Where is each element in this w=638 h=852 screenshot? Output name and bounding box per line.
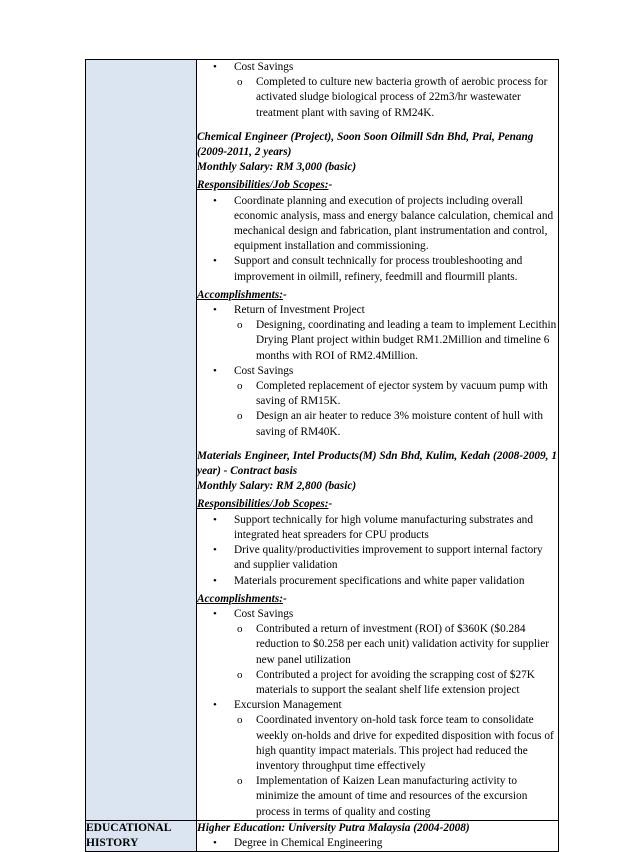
circle-bullet-icon: o: [237, 775, 243, 788]
sub-list: [234, 318, 558, 364]
job-salary: Monthly Salary: RM 3,000 (basic): [197, 161, 357, 174]
sub-list: [234, 75, 558, 121]
circle-bullet-icon: o: [237, 410, 243, 423]
list-item: [197, 194, 558, 255]
job-salary: Monthly Salary: RM 2,800 (basic): [197, 480, 357, 493]
bullet-icon: •: [213, 574, 217, 587]
sub-list-item: [234, 409, 558, 439]
heading-tail: -: [328, 179, 333, 192]
circle-bullet-icon: o: [237, 319, 243, 332]
education-title: Higher Education: University Putra Malaysia (2004-2008): [197, 821, 470, 834]
list-item-text: Materials procurement specifications and white paper validation: [234, 574, 525, 587]
sub-item-text: Contributed a return of investment (ROI) of $360K ($0.284 reduction to $0.258 per each unit) validation activity for supplier new panel utilization: [256, 623, 550, 666]
sub-list-item: [234, 622, 558, 668]
sub-item-text: Completed to culture new bacteria growth of aerobic process for activated sludge biological process of 22m3/hr wastewater treatment plant with saving of RM24K.: [256, 76, 548, 119]
sub-list: [234, 713, 558, 819]
sub-item-text: Coordinated inventory on-hold task force team to consolidate weekly on-holds and drive for expedited disposition with focus of high quantity impact materials. This project had reduced the inventory throughput time effectively: [256, 714, 554, 772]
list-item-text: Support and consult technically for process troubleshooting and improvement in oilmill, refinery, feedmill and flourmill plants.: [234, 255, 523, 283]
list-item-text: Drive quality/productivities improvement to support internal factory and supplier validation: [234, 544, 543, 572]
sub-item-text: Implementation of Kaizen Lean manufacturing activity to minimize the amount of time and resources of the excursion process in terms of quality and costing: [256, 775, 528, 818]
bullet-icon: •: [213, 255, 217, 268]
list-item: [197, 303, 558, 364]
heading-tail: -: [328, 498, 333, 511]
responsibilities-list: [197, 513, 558, 589]
circle-bullet-icon: o: [237, 668, 243, 681]
resume-table: [85, 59, 559, 852]
bullet-icon: •: [213, 544, 217, 557]
list-item-text: Degree in Chemical Engineering: [234, 836, 383, 849]
education-content-cell: [197, 820, 559, 851]
list-item: [197, 607, 558, 698]
responsibilities-heading: [197, 494, 558, 512]
sub-item-text: Completed replacement of ejector system by vacuum pump with saving of RM15K.: [256, 380, 548, 408]
list-item-text: Coordinate planning and execution of projects including overall economic analysis, mass and energy balance calculation, chemical and mechanical design and fabrication, plant instrumentation and control, equipment installation and commissioning.: [234, 194, 554, 253]
prev-job-accomplishments: [197, 60, 558, 121]
sub-list-item: [234, 668, 558, 698]
education-label-cell: [86, 820, 197, 851]
heading-text: Responsibilities/Job Scopes:: [197, 498, 329, 511]
bullet-icon: •: [213, 364, 217, 377]
section-label: EDUCATIONAL: [86, 821, 172, 834]
sub-list-item: [234, 318, 558, 364]
heading-text: Accomplishments:: [197, 288, 283, 301]
list-item: [197, 60, 558, 121]
bullet-icon: •: [213, 836, 217, 849]
accomplishment-label: Cost Savings: [234, 607, 294, 620]
accomplishment-label: Return of Investment Project: [234, 304, 365, 317]
sub-list-item: [234, 774, 558, 820]
heading-tail: -: [282, 592, 287, 605]
experience-row: [86, 60, 559, 821]
accomplishment-label: Excursion Management: [234, 699, 342, 712]
list-item: [197, 543, 558, 573]
sub-list: [234, 622, 558, 698]
bullet-icon: •: [213, 61, 217, 73]
job-title: Materials Engineer, Intel Products(M) Sdn Bhd, Kulim, Kedah (2008-2009, 1 year) - Contract basis: [197, 449, 557, 478]
education-list: [197, 836, 558, 851]
bullet-icon: •: [213, 699, 217, 712]
accomplishments-heading: [197, 285, 558, 303]
bullet-icon: •: [213, 194, 217, 207]
heading-text: Responsibilities/Job Scopes:: [197, 179, 329, 192]
sub-list-item: [234, 379, 558, 409]
bullet-icon: •: [213, 304, 217, 317]
circle-bullet-icon: o: [237, 76, 243, 89]
list-item: [197, 698, 558, 820]
accomplishments-list: [197, 303, 558, 440]
accomplishments-list: [197, 607, 558, 820]
experience-label-cell: [86, 60, 197, 821]
section-label: HISTORY: [86, 836, 139, 849]
bullet-icon: •: [213, 513, 217, 526]
heading-text: Accomplishments:: [197, 592, 283, 605]
sub-list-item: [234, 75, 558, 121]
heading-tail: -: [282, 288, 287, 301]
list-item: [197, 574, 558, 589]
sub-list-item: [234, 713, 558, 774]
list-item-text: Support technically for high volume manufacturing substrates and integrated heat spreaders for CPU products: [234, 513, 533, 541]
sub-item-text: Contributed a project for avoiding the scrapping cost of $27K materials to support the sealant shelf life extension project: [256, 668, 535, 696]
experience-content-cell: [197, 60, 559, 821]
responsibilities-heading: [197, 175, 558, 193]
sub-list: [234, 379, 558, 440]
sub-item-text: Design an air heater to reduce 3% moisture content of hull with saving of RM40K.: [256, 410, 544, 438]
list-item: [197, 836, 558, 851]
accomplishments-heading: [197, 589, 558, 607]
education-row: [86, 820, 559, 851]
circle-bullet-icon: o: [237, 623, 243, 636]
circle-bullet-icon: o: [237, 380, 243, 393]
list-item: [197, 254, 558, 284]
responsibilities-list: [197, 194, 558, 285]
accomplishment-label: Cost Savings: [234, 364, 294, 377]
list-item: [197, 364, 558, 440]
sub-item-text: Designing, coordinating and leading a team to implement Lecithin Drying Plant project within budget RM1.2Million and timeline 6 months with ROI of RM2.4Million.: [256, 319, 557, 362]
list-item: [197, 513, 558, 543]
circle-bullet-icon: o: [237, 714, 243, 727]
job-title: Chemical Engineer (Project), Soon Soon Oilmill Sdn Bhd, Prai, Penang (2009-2011, 2 years): [197, 130, 534, 159]
bullet-icon: •: [213, 607, 217, 620]
accomplishment-label: Cost Savings: [234, 61, 294, 73]
